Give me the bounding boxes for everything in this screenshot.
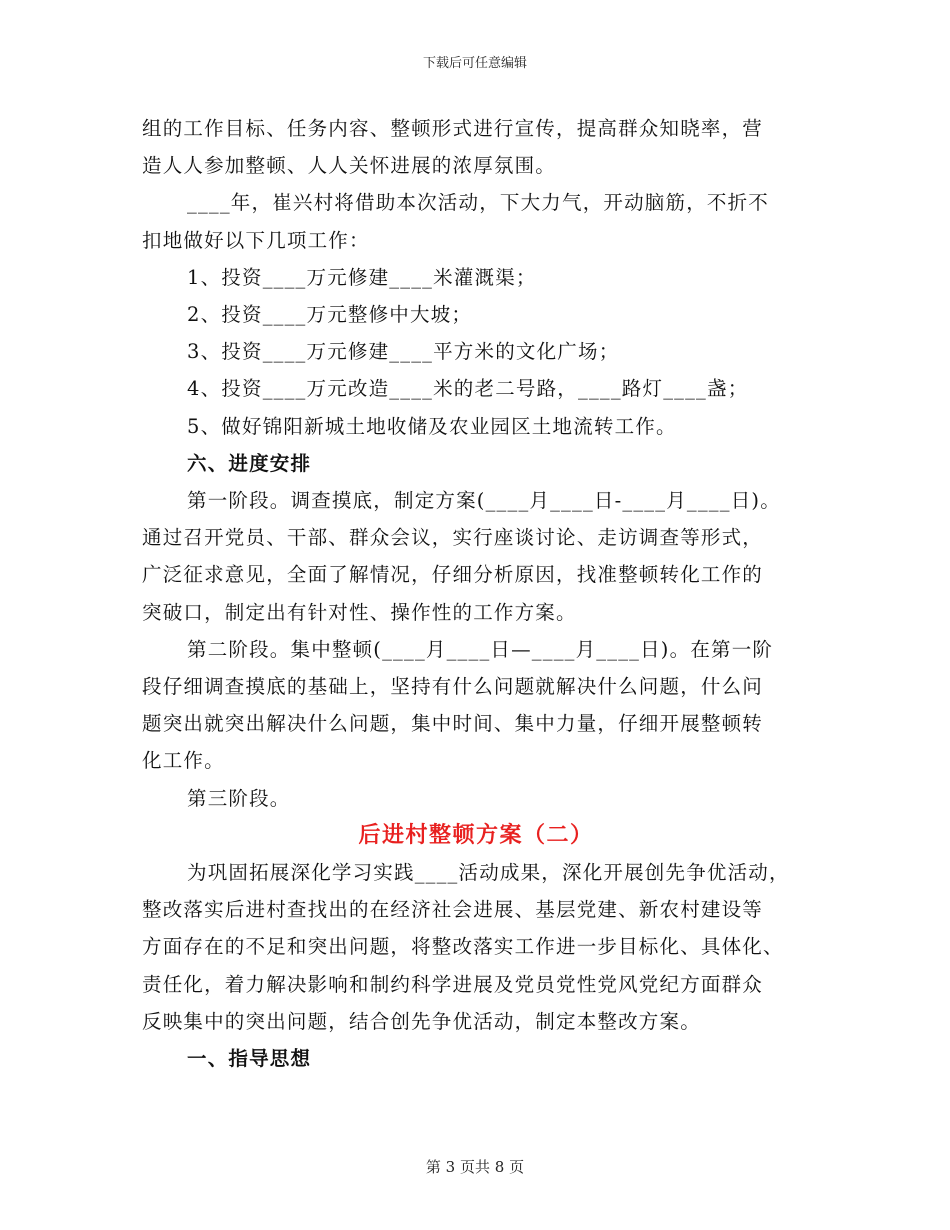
body-line: 方面存在的不足和突出问题，将整改落实工作进一步目标化、具体化、	[142, 935, 784, 959]
body-line: 为巩固拓展深化学习实践____活动成果，深化开展创先争优活动，	[187, 861, 790, 885]
body-line: 扣地做好以下几项工作：	[142, 228, 370, 252]
body-line: 整改落实后进村查找出的在经济社会进展、基层党建、新农村建设等	[142, 898, 764, 922]
body-line: 化工作。	[142, 749, 225, 773]
section-heading: 一、指导思想	[187, 1047, 312, 1071]
list-item: 1、投资____万元修建____米灌溉渠；	[187, 265, 537, 289]
section-heading: 六、进度安排	[187, 451, 312, 475]
page-footer: 第 3 页共 8 页	[425, 1158, 525, 1176]
body-line: 责任化，着力解决影响和制约科学进展及党员党性党风党纪方面群众	[142, 972, 764, 996]
list-item: 5、做好锦阳新城土地收储及农业园区土地流转工作。	[187, 414, 677, 438]
document-title: 后进村整顿方案（二）	[358, 822, 594, 848]
page-header: 下载后可任意编辑	[422, 56, 527, 71]
body-line: 广泛征求意见，全面了解情况，仔细分析原因，找准整顿转化工作的	[142, 563, 764, 587]
body-line: 造人人参加整顿、人人关怀进展的浓厚氛围。	[142, 154, 557, 178]
body-line: 段仔细调查摸底的基础上，坚持有什么问题就解决什么问题，什么问	[142, 675, 764, 699]
list-item: 3、投资____万元修建____平方米的文化广场；	[187, 340, 620, 364]
body-line: 反映集中的突出问题，结合创先争优活动，制定本整改方案。	[142, 1009, 701, 1033]
document-body	[142, 110, 810, 1077]
body-line: 组的工作目标、任务内容、整顿形式进行宣传，提高群众知晓率，营	[142, 117, 764, 140]
body-line: 题突出就突出解决什么问题，集中时间、集中力量，仔细开展整顿转	[142, 712, 764, 736]
body-line: 突破口，制定出有针对性、操作性的工作方案。	[142, 600, 577, 624]
body-line: ____年，崔兴村将借助本次活动，下大力气，开动脑筋，不折不	[187, 191, 770, 215]
body-line: 第二阶段。集中整顿(____月____日—____月____日)。在第一阶	[187, 637, 774, 661]
list-item: 4、投资____万元改造____米的老二号路，____路灯____盏；	[187, 377, 749, 401]
body-line: 第三阶段。	[187, 786, 291, 810]
body-line: 通过召开党员、干部、群众会议，实行座谈讨论、走访调查等形式，	[142, 526, 764, 550]
body-line: 第一阶段。调查摸底，制定方案(____月____日-____月____日)。	[187, 489, 781, 513]
list-item: 2、投资____万元整修中大坡；	[187, 303, 473, 327]
